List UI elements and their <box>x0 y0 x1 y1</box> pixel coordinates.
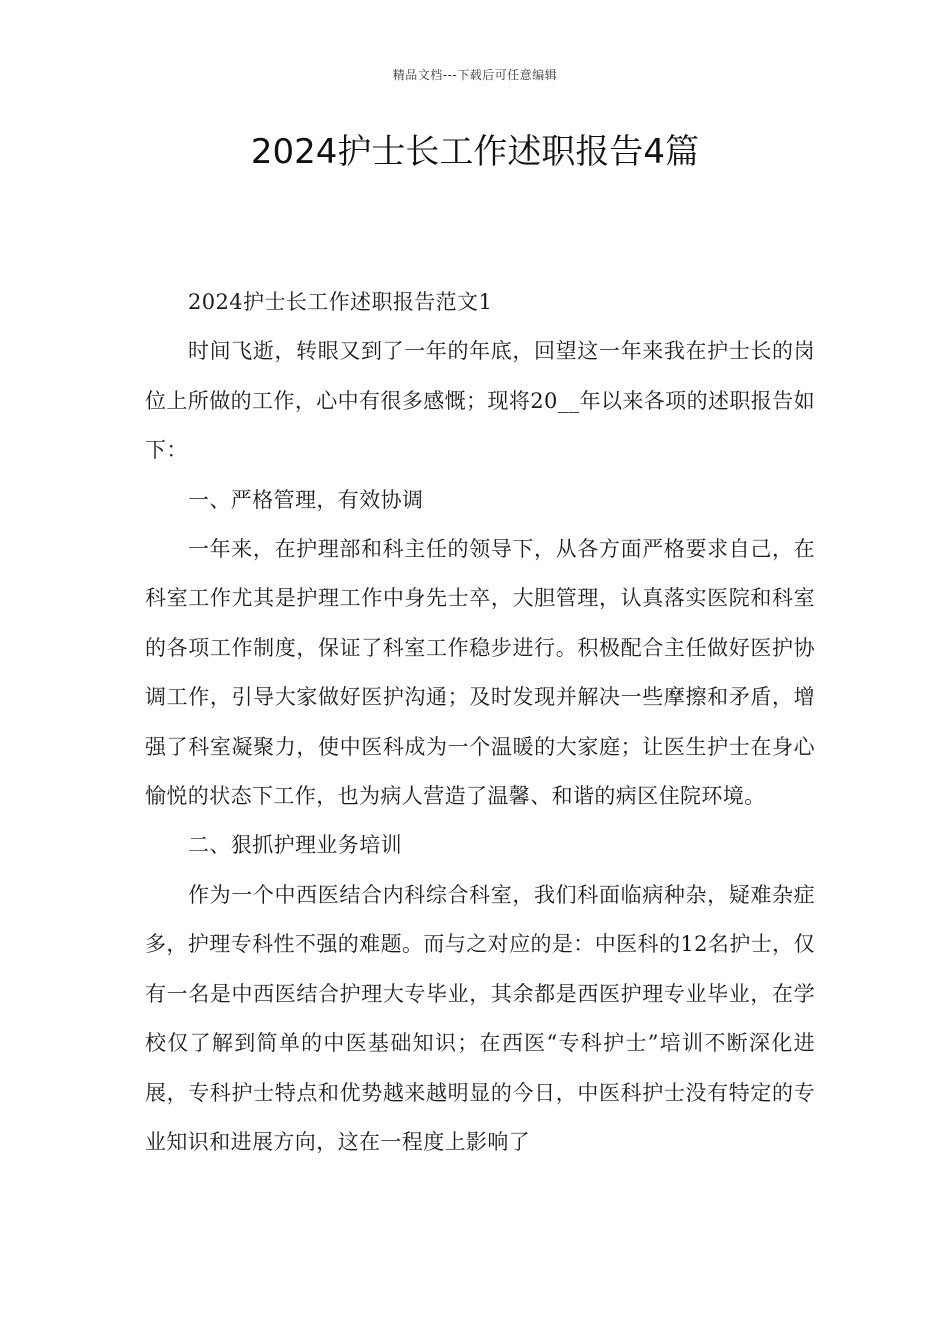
document-body <box>145 278 815 1167</box>
document-title: 2024护士长工作述职报告4篇 <box>250 132 700 172</box>
section-heading-2: 二、狠抓护理业务培训 <box>188 833 402 858</box>
header-note: 精品文档---下载后可任意编辑 <box>392 68 558 82</box>
paragraph-intro: 时间飞逝，转眼又到了一年的年底，回望这一年来我在护士长的岗位上所做的工作，心中有很多感慨；现将20__年以来各项的述职报告如下： <box>145 339 815 463</box>
section-subtitle: 2024护士长工作述职报告范文1 <box>188 290 493 314</box>
paragraph-training: 作为一个中西医结合内科综合科室，我们科面临病种杂，疑难杂症多，护理专科性不强的难题。而与之对应的是：中医科的12名护士，仅有一名是中西医结合护理大专毕业，其余都是西医护理专业毕业，在学校仅了解到简单的中医基础知识；在西医“专科护士”培训不断深化进展，专科护士特点和优势越来越明显的今日，中医科护士没有特定的专业知识和进展方向，这在一程度上影响了 <box>145 882 815 1154</box>
section-heading-1: 一、严格管理，有效协调 <box>188 487 424 512</box>
paragraph-management: 一年来，在护理部和科主任的领导下，从各方面严格要求自己，在科室工作尤其是护理工作中身先士卒，大胆管理，认真落实医院和科室的各项工作制度，保证了科室工作稳步进行。积极配合主任做好医护协调工作，引导大家做好医护沟通；及时发现并解决一些摩擦和矛盾，增强了科室凝聚力，使中医科成为一个温暖的大家庭；让医生护士在身心愉悦的状态下工作，也为病人营造了温馨、和谐的病区住院环境。 <box>145 537 815 809</box>
